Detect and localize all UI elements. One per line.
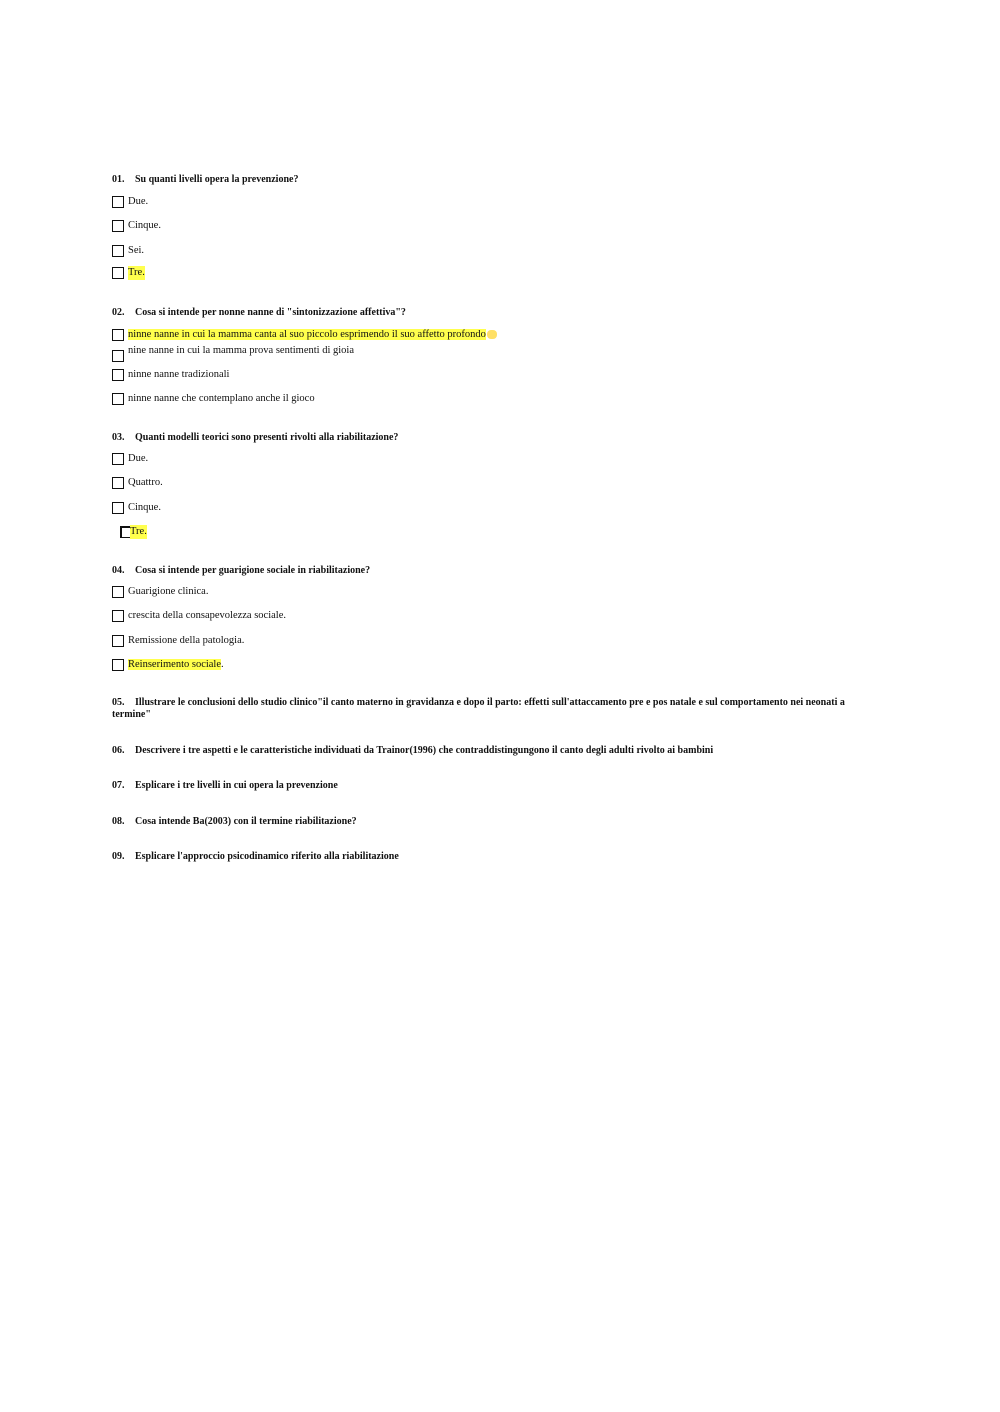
question-number: 03. xyxy=(112,432,125,443)
question-07 xyxy=(112,780,338,792)
question-number: 07. xyxy=(112,780,125,791)
question-03 xyxy=(112,432,398,444)
question-number: 01. xyxy=(112,174,125,185)
checkbox[interactable] xyxy=(112,196,124,208)
question-text: Cosa si intende per nonne nanne di "sintonizzazione affettiva"? xyxy=(135,307,406,318)
option-label: ninne nanne che contemplano anche il gioco xyxy=(128,393,315,404)
question-text: Cosa si intende per guarigione sociale in riabilitazione? xyxy=(135,565,371,576)
checkbox[interactable] xyxy=(112,610,124,622)
option-label: Sei. xyxy=(128,245,145,256)
option-label: Cinque. xyxy=(128,502,161,513)
option-label: nine nanne in cui la mamma prova sentimenti di gioia xyxy=(128,345,354,356)
question-number: 08. xyxy=(112,816,125,827)
option-label-highlighted: Reinserimento sociale xyxy=(128,659,222,670)
question-09 xyxy=(112,851,399,863)
checkbox[interactable] xyxy=(112,586,124,598)
option-label: crescita della consapevolezza sociale. xyxy=(128,610,286,621)
question-text: Esplicare i tre livelli in cui opera la prevenzione xyxy=(135,780,338,791)
option-label: Cinque. xyxy=(128,220,161,231)
question-06 xyxy=(112,745,882,757)
option-label-wrap xyxy=(128,328,497,342)
option-label: Due. xyxy=(128,453,149,464)
question-text: Cosa intende Ba(2003) con il termine riabilitazione? xyxy=(135,816,357,827)
checkbox[interactable] xyxy=(112,502,124,514)
checkbox[interactable] xyxy=(112,393,124,405)
option-label: Quattro. xyxy=(128,477,163,488)
question-text: Descrivere i tre aspetti e le caratteristiche individuati da Trainor(1996) che contraddistingungono il canto degli adulti rivolto ai bambini xyxy=(135,745,714,756)
question-number: 05. xyxy=(112,697,125,708)
option-label: Due. xyxy=(128,196,149,207)
option-label-wrap xyxy=(128,658,224,672)
question-number: 04. xyxy=(112,565,125,576)
option-label-highlighted: Tre. xyxy=(128,267,145,278)
option-label: Guarigione clinica. xyxy=(128,586,209,597)
question-02 xyxy=(112,307,406,319)
question-number: 02. xyxy=(112,307,125,318)
question-04 xyxy=(112,565,370,577)
question-08 xyxy=(112,816,357,828)
option-label: ninne nanne tradizionali xyxy=(128,369,230,380)
checkbox[interactable] xyxy=(112,453,124,465)
checkbox[interactable] xyxy=(112,220,124,232)
option-label-highlighted: Tre. xyxy=(130,526,147,537)
checkbox[interactable] xyxy=(112,659,124,671)
option-label-highlighted: ninne nanne in cui la mamma canta al suo piccolo esprimendo il suo affetto profondo xyxy=(128,329,486,340)
question-number: 06. xyxy=(112,745,125,756)
question-text: Quanti modelli teorici sono presenti rivolti alla riabilitazione? xyxy=(135,432,399,443)
question-text: Su quanti livelli opera la prevenzione? xyxy=(135,174,299,185)
checkbox[interactable] xyxy=(112,329,124,341)
question-text: Illustrare le conclusioni dello studio clinico"il canto materno in gravidanza e dopo il parto: effetti sull'attaccamento pre e pos natale e sul comportamento nei neonati a termine" xyxy=(112,697,845,720)
question-number: 09. xyxy=(112,851,125,862)
checkbox[interactable] xyxy=(112,267,124,279)
question-01 xyxy=(112,174,298,186)
question-05 xyxy=(112,697,882,721)
question-text: Esplicare l'approccio psicodinamico riferito alla riabilitazione xyxy=(135,851,399,862)
option-label: Remissione della patologia. xyxy=(128,635,245,646)
checkbox[interactable] xyxy=(112,245,124,257)
checkbox[interactable] xyxy=(112,369,124,381)
checkbox[interactable] xyxy=(112,477,124,489)
option-label-period: . xyxy=(221,659,224,670)
checkbox[interactable] xyxy=(112,350,124,362)
highlight-mark xyxy=(487,330,497,339)
checkbox[interactable] xyxy=(112,635,124,647)
